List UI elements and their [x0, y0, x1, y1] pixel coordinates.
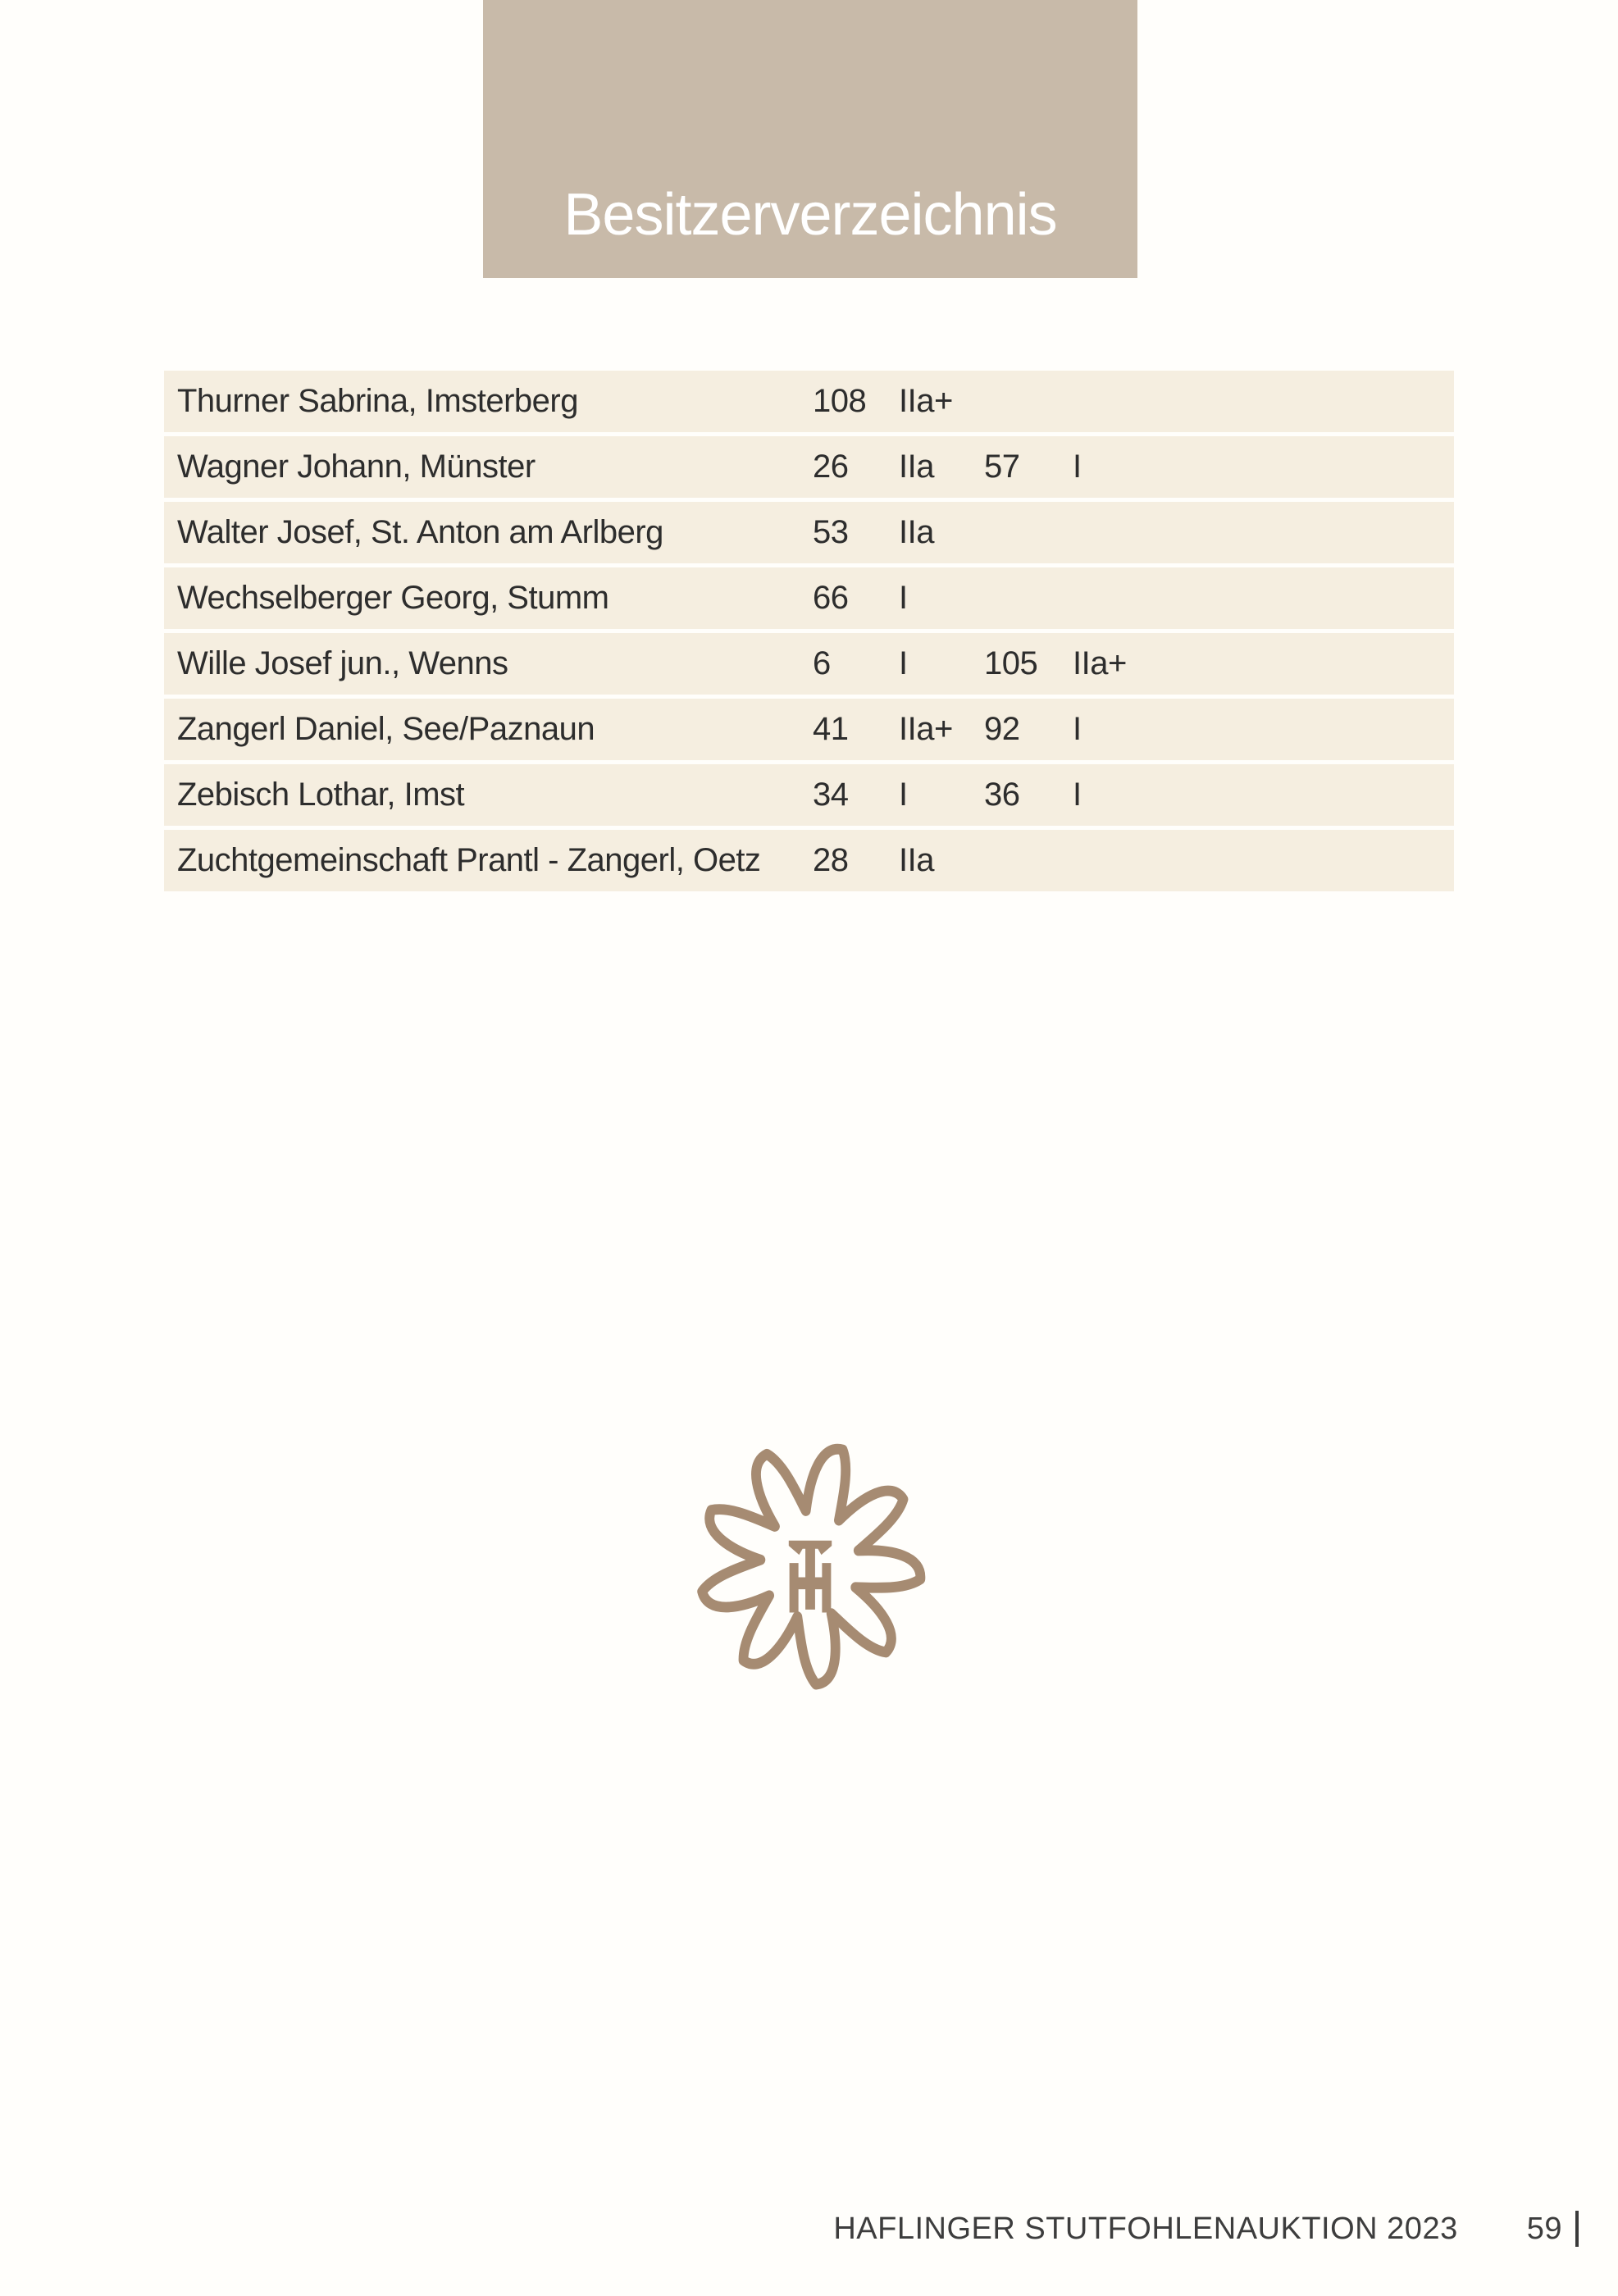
page-title: Besitzerverzeichnis [563, 182, 1057, 248]
class-value: I [1073, 449, 1082, 485]
catalog-number: 26 [813, 449, 849, 485]
table-row [164, 567, 1454, 629]
class-value: I [899, 580, 908, 616]
catalog-number: 6 [813, 645, 831, 681]
owner-name: Wagner Johann, Münster [177, 449, 536, 485]
table-row [164, 699, 1454, 760]
owners-table [164, 371, 1454, 895]
catalog-number: 34 [813, 777, 849, 813]
class-value: IIa [899, 514, 934, 550]
class-value: IIa [899, 449, 934, 485]
table-row [164, 764, 1454, 826]
class-value: I [899, 645, 908, 681]
catalog-number: 105 [984, 645, 1038, 681]
class-value: I [1073, 777, 1082, 813]
class-value: IIa+ [899, 711, 953, 747]
class-value: IIa+ [1073, 645, 1127, 681]
class-value: I [1073, 711, 1082, 747]
owner-name: Wechselberger Georg, Stumm [177, 580, 609, 616]
title-banner [483, 0, 1137, 278]
owner-name: Wille Josef jun., Wenns [177, 645, 508, 681]
page-number-divider [1575, 2211, 1579, 2247]
catalog-number: 108 [813, 383, 867, 419]
owner-name: Zuchtgemeinschaft Prantl - Zangerl, Oetz [177, 842, 761, 878]
sun-star-outline [689, 1433, 932, 1696]
footer-title: HAFLINGER STUTFOHLENAUKTION 2023 [833, 2211, 1458, 2246]
catalog-number: 36 [984, 777, 1020, 813]
owner-name: Thurner Sabrina, Imsterberg [177, 383, 578, 419]
catalog-number: 53 [813, 514, 849, 550]
owner-name: Zangerl Daniel, See/Paznaun [177, 711, 595, 747]
class-value: IIa+ [899, 383, 953, 419]
owner-name: Zebisch Lothar, Imst [177, 777, 465, 813]
table-row [164, 436, 1454, 498]
catalog-number: 66 [813, 580, 849, 616]
owner-name: Walter Josef, St. Anton am Arlberg [177, 514, 663, 550]
page-number: 59 [1526, 2211, 1562, 2246]
th-monogram [789, 1541, 832, 1613]
catalog-number: 92 [984, 711, 1020, 747]
catalog-number: 41 [813, 711, 849, 747]
catalog-number: 57 [984, 449, 1020, 485]
table-row [164, 633, 1454, 695]
page-footer [833, 2207, 1579, 2250]
haflinger-sun-edelweiss-logo-icon [689, 1433, 932, 1696]
table-row [164, 371, 1454, 432]
table-row [164, 502, 1454, 563]
class-value: IIa [899, 842, 934, 878]
catalog-number: 28 [813, 842, 849, 878]
table-row [164, 830, 1454, 891]
class-value: I [899, 777, 908, 813]
